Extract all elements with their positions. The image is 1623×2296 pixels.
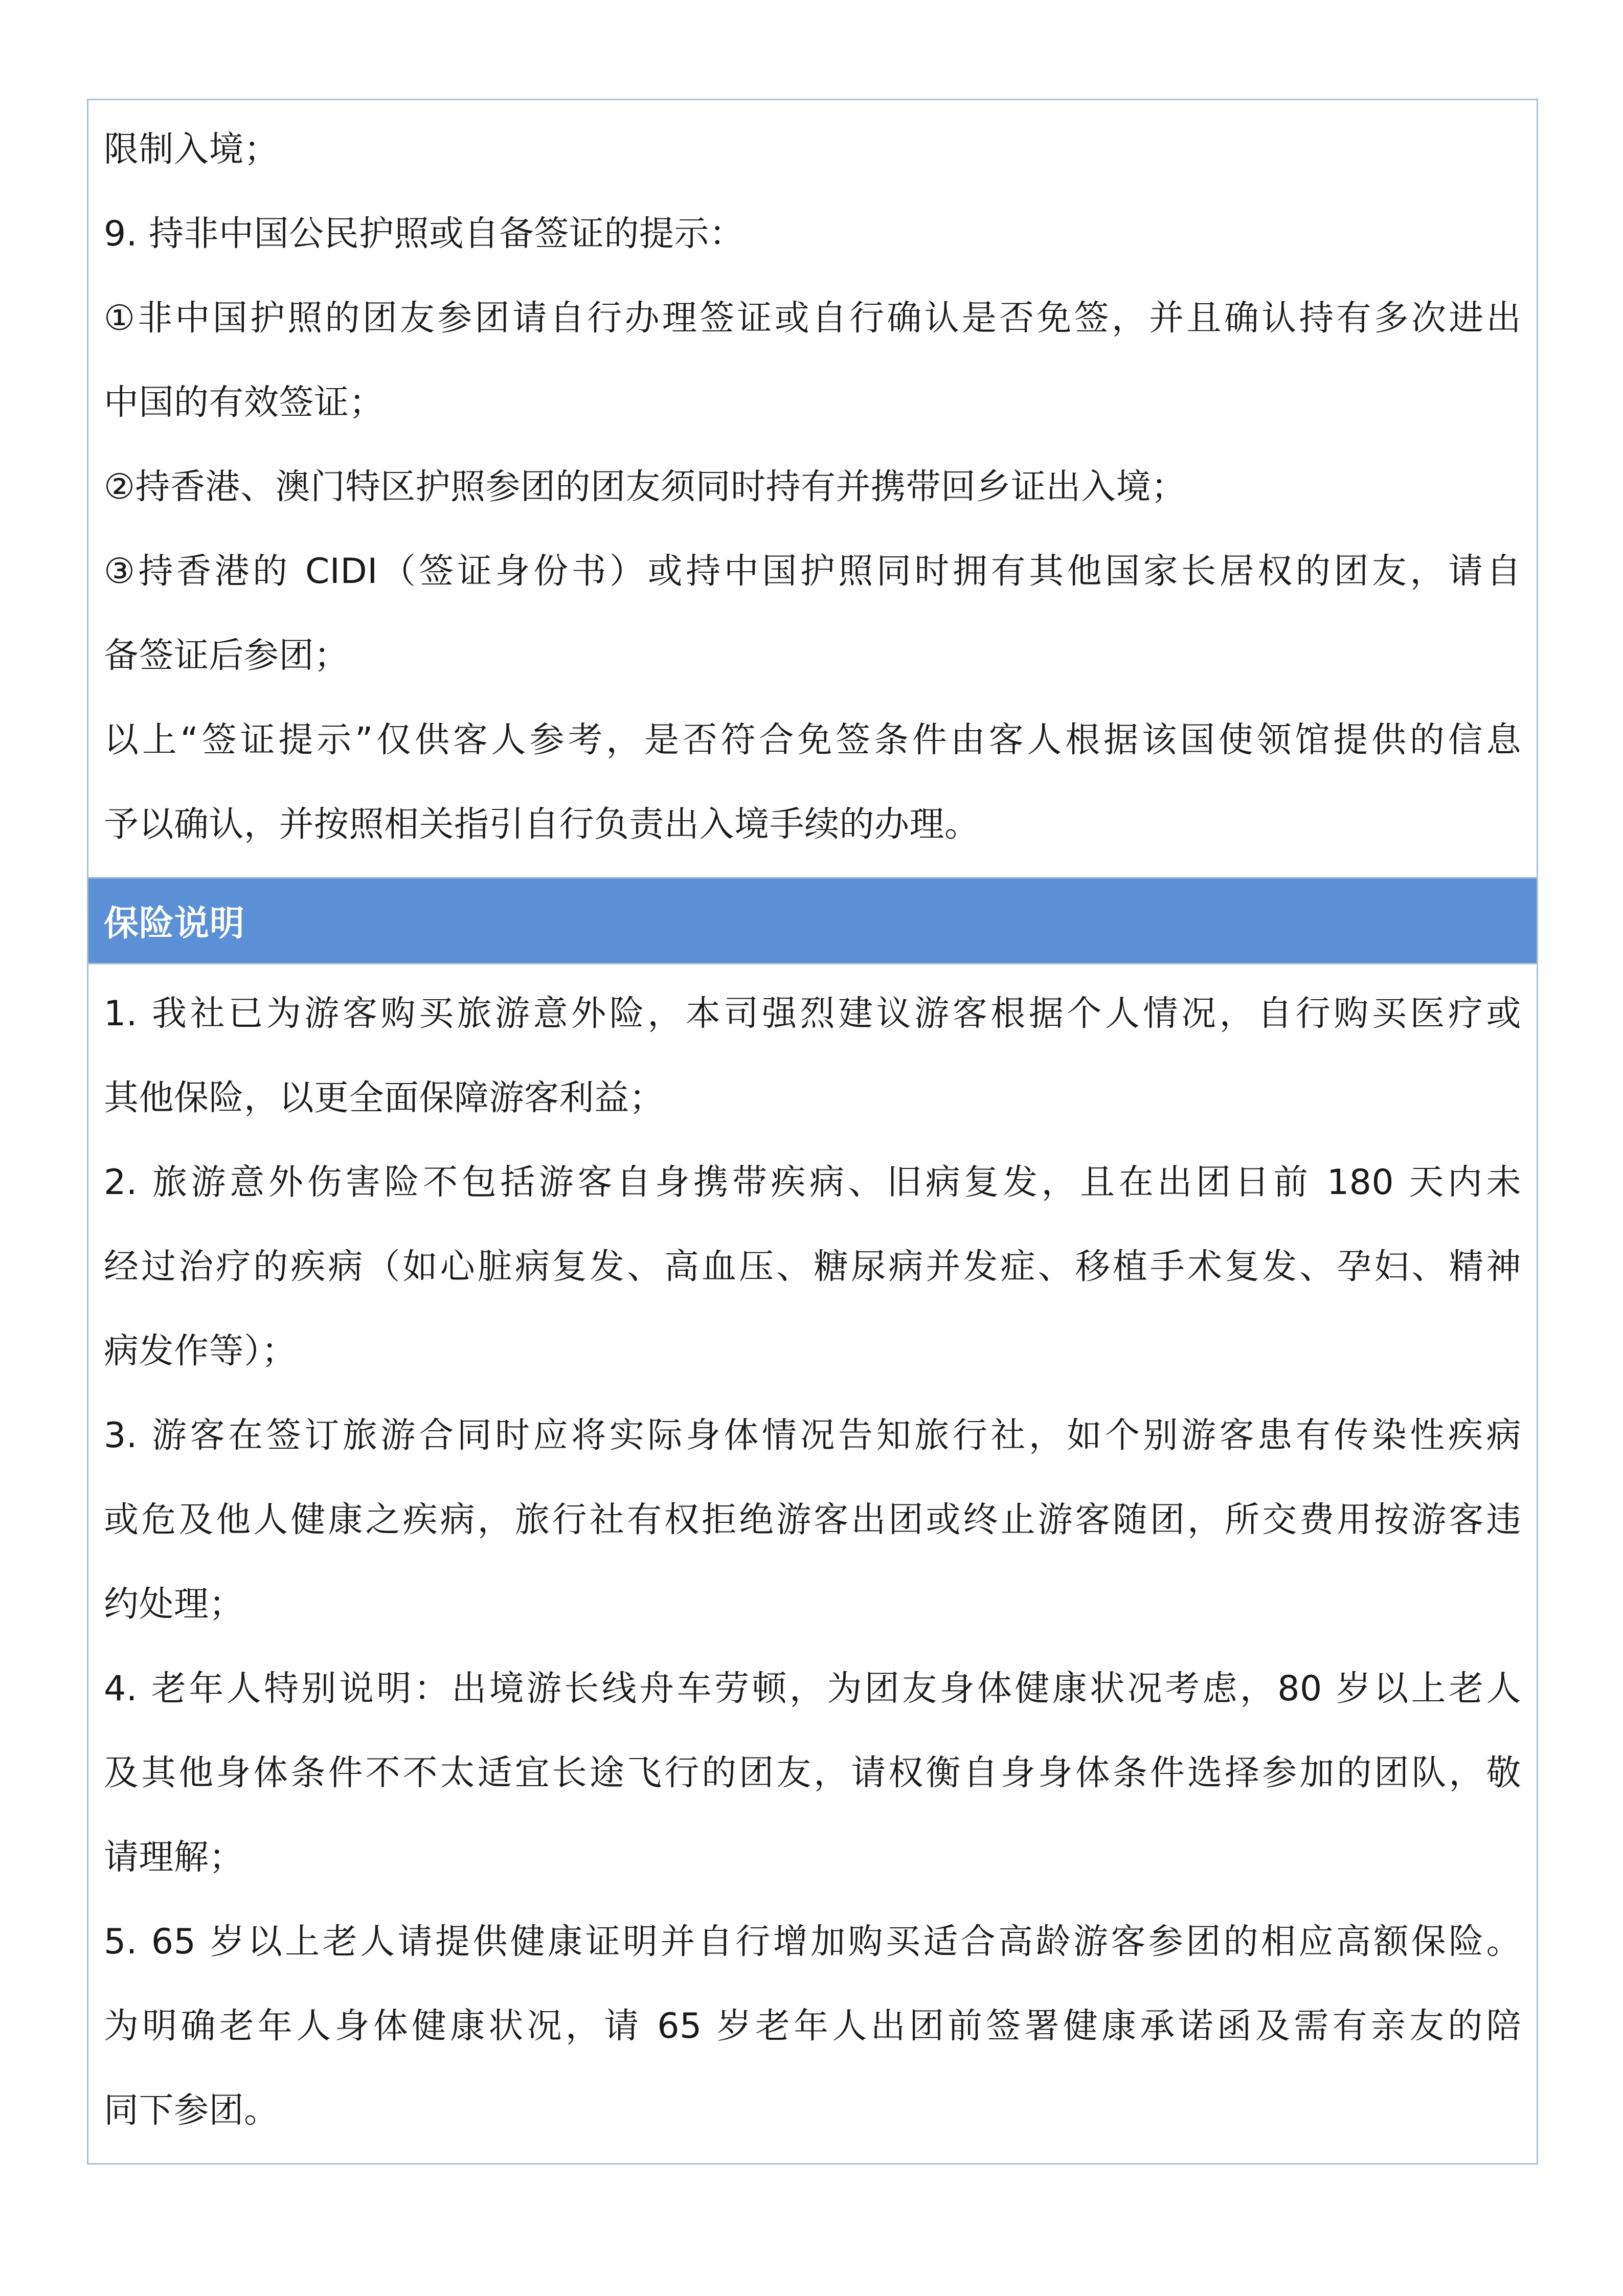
visa-line: 9. 持非中国公民护照或自备签证的提示： <box>104 214 745 254</box>
insurance-line: 病发作等）； <box>104 1331 297 1371</box>
insurance-line: 2. 旅游意外伤害险不包括游客自身携带疾病、旧病复发，且在出团日前 180 天内未 <box>104 1162 1521 1203</box>
insurance-line: 为明确老年人身体健康状况，请 65 岁老年人出团前签署健康承诺函及需有亲友的陪 <box>104 2006 1521 2046</box>
insurance-line: 5. 65 岁以上老人请提供健康证明并自行增加购买适合高龄游客参团的相应高额保险。 <box>104 1922 1521 1962</box>
insurance-line: 或危及他人健康之疾病，旅行社有权拒绝游客出团或终止游客随团，所交费用按游客违 <box>104 1500 1521 1540</box>
visa-line: ①非中国护照的团友参团请自行办理签证或自行确认是否免签，并且确认持有多次进出 <box>104 298 1521 339</box>
notice-table <box>87 99 1538 2165</box>
insurance-line: 4. 老年人特别说明：出境游长线舟车劳顿，为团友身体健康状况考虑，80 岁以上老人 <box>104 1669 1521 1709</box>
insurance-line: 请理解； <box>104 1837 244 1878</box>
insurance-line: 1. 我社已为游客购买旅游意外险，本司强烈建议游客根据个人情况，自行购买医疗或 <box>104 994 1521 1034</box>
visa-line: 以上“签证提示”仅供客人参考，是否符合免签条件由客人根据该国使领馆提供的信息 <box>104 720 1521 760</box>
visa-line: 予以确认，并按照相关指引自行负责出入境手续的办理。 <box>104 804 980 845</box>
visa-line: 限制入境； <box>104 129 279 170</box>
insurance-line: 3. 游客在签订旅游合同时应将实际身体情况告知旅行社，如个别游客患有传染性疾病 <box>104 1415 1521 1456</box>
insurance-line: 及其他身体条件不不太适宜长途飞行的团友，请权衡自身身体条件选择参加的团队，敬 <box>104 1753 1521 1793</box>
visa-line: 备签证后参团； <box>104 636 349 676</box>
insurance-line: 其他保险，以更全面保障游客利益； <box>104 1078 665 1118</box>
visa-notes-cell <box>88 100 1537 877</box>
insurance-line: 经过治疗的疾病（如心脏病复发、高血压、糖尿病并发症、移植手术复发、孕妇、精神 <box>104 1247 1521 1287</box>
insurance-section-title: 保险说明 <box>104 904 245 944</box>
insurance-section-header <box>88 877 1537 964</box>
visa-line: ②持香港、澳门特区护照参团的团友须同时持有并携带回乡证出入境； <box>104 467 1186 507</box>
visa-line: ③持香港的 CIDI（签证身份书）或持中国护照同时拥有其他国家长居权的团友，请自 <box>104 551 1521 592</box>
insurance-line: 同下参团。 <box>104 2090 279 2131</box>
visa-line: 中国的有效签证； <box>104 382 385 423</box>
insurance-line: 约处理； <box>104 1584 244 1625</box>
insurance-notes-cell <box>88 964 1537 2163</box>
